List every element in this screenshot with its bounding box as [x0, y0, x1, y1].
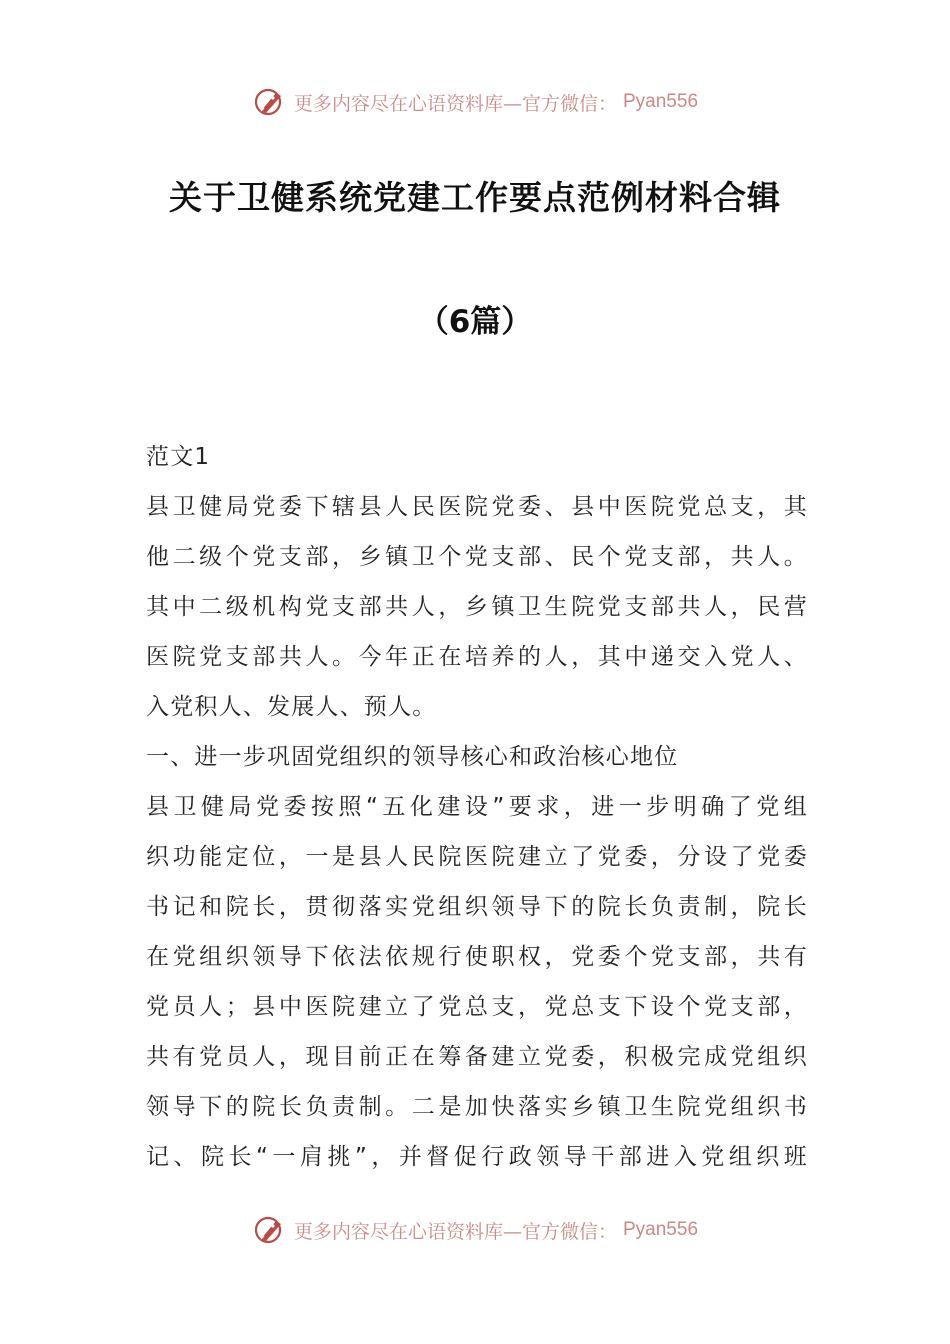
watermark-footer [0, 1212, 950, 1248]
body-line: 记、院长“一肩挑”，并督促行政领导干部进入党组织班 [146, 1144, 808, 1170]
body-line: 领导下的院长负责制。二是加快落实乡镇卫生院党组织书 [146, 1094, 808, 1120]
watermark-text: 更多内容尽在心语资料库—官方微信： [293, 1220, 617, 1243]
watermark-handle: Pyan556 [623, 91, 699, 112]
body-line: 他二级个党支部，乡镇卫个党支部、民个党支部，共人。 [146, 544, 808, 570]
body-line: 书记和院长，贯彻落实党组织领导下的院长负责制，院长 [146, 894, 808, 920]
body-line: 共有党员人，现目前正在筹备建立党委，积极完成党组织 [146, 1044, 808, 1070]
body-line: 其中二级机构党支部共人，乡镇卫生院党支部共人，民营 [146, 594, 808, 620]
body-line: 入党积人、发展人、预人。 [146, 694, 437, 720]
pen-nib-icon [252, 84, 288, 120]
body-line: 在党组织领导下依法依规行使职权，党委个党支部，共有 [146, 944, 808, 970]
body-line: 县卫健局党委下辖县人民医院党委、县中医院党总支，其 [146, 494, 808, 520]
document-title: 关于卫健系统党建工作要点范例材料合辑 [169, 178, 781, 217]
document-subtitle: （6篇） [417, 304, 533, 340]
body-line: 县卫健局党委按照“五化建设”要求，进一步明确了党组 [146, 794, 808, 820]
section-label: 范文1 [146, 444, 211, 470]
watermark-text: 更多内容尽在心语资料库—官方微信： [293, 92, 617, 115]
body-line: 党员人；县中医院建立了党总支，党总支下设个党支部， [146, 994, 808, 1020]
watermark-header [0, 84, 950, 120]
body-line: 医院党支部共人。今年正在培养的人，其中递交入党人、 [146, 644, 808, 670]
body-line: 织功能定位，一是县人民院医院建立了党委，分设了党委 [146, 844, 808, 870]
pen-nib-icon [252, 1212, 288, 1248]
watermark-handle: Pyan556 [623, 1219, 699, 1240]
document-body [146, 432, 808, 1182]
section-heading: 一、进一步巩固党组织的领导核心和政治核心地位 [146, 744, 679, 770]
